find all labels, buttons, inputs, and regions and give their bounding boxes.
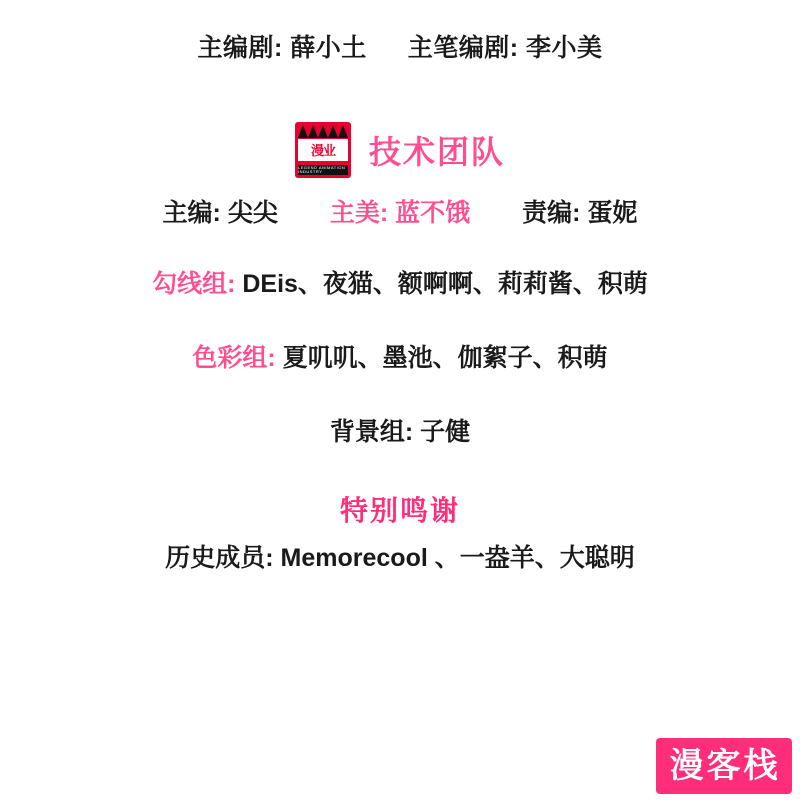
background-group-row	[0, 412, 800, 448]
role-managing-editor-name: 蛋妮	[587, 199, 638, 227]
lead-writer-name: 李小美	[525, 34, 603, 62]
color-group-label: 色彩组:	[192, 344, 276, 372]
lineart-group-row	[0, 264, 800, 300]
head-writer-label: 主编剧:	[197, 34, 283, 62]
head-writer-name: 薛小土	[290, 34, 367, 62]
writer-credits-row	[0, 28, 800, 64]
color-group-members: 夏叽叽、墨池、伽絮子、积萌	[282, 344, 608, 372]
role-chief-editor-name: 尖尖	[227, 199, 278, 227]
lineart-group-members: DEis、夜猫、额啊啊、莉莉酱、积萌	[242, 270, 648, 298]
role-chief-editor-label: 主编:	[162, 199, 221, 227]
background-group-members: 子健	[420, 418, 471, 446]
lineart-group-label: 勾线组:	[152, 270, 236, 298]
team-title: 技术团队	[368, 134, 505, 170]
team-roles-row	[0, 193, 800, 229]
role-art-director	[330, 193, 470, 229]
former-members-label: 历史成员:	[165, 544, 274, 572]
lead-writer-label: 主笔编剧:	[407, 34, 519, 62]
role-art-director-name: 蓝不饿	[395, 199, 471, 227]
background-group-label: 背景组:	[329, 418, 414, 446]
logo-footer-text: LEGEND ANIMATION INDUSTRY	[298, 165, 348, 175]
special-thanks-row	[0, 538, 800, 574]
former-members-names: Memorecool 、一盎羊、大聪明	[280, 544, 635, 572]
color-group-row	[0, 338, 800, 374]
studio-logo-icon	[295, 122, 351, 178]
logo-band-text: 漫业	[310, 142, 335, 158]
role-art-director-label: 主美:	[329, 199, 389, 227]
role-managing-editor-label: 责编:	[522, 199, 581, 227]
watermark-char-2: 客	[706, 747, 742, 785]
watermark-char-3: 栈	[743, 747, 779, 785]
role-managing-editor	[522, 193, 637, 229]
logo-band	[298, 139, 348, 161]
site-watermark	[656, 738, 792, 794]
special-thanks-title: 特别鸣谢	[339, 495, 460, 526]
role-chief-editor	[163, 193, 278, 229]
watermark-char-1: 漫	[669, 747, 705, 785]
team-header	[0, 122, 800, 178]
